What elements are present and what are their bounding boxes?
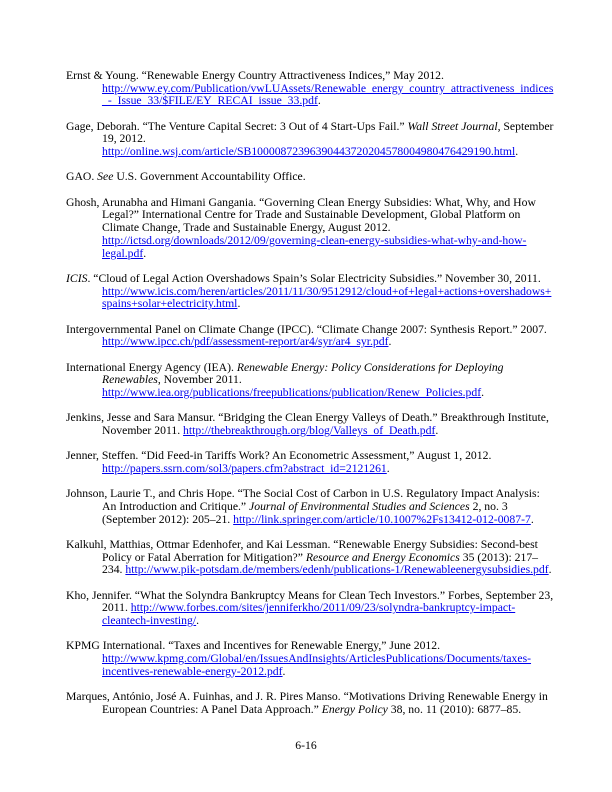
references-list — [66, 70, 555, 729]
reference-link[interactable]: http://www.icis.com/heren/articles/2011/11/30/9512912/cloud+of+legal+actions+overshadows+spains+solar+electricity.html — [102, 284, 552, 311]
reference-text: Intergovernmental Panel on Climate Change (IPCC). “Climate Change 2007: Synthesis Report.” 2007. — [66, 322, 547, 336]
reference-text: Marques, António, José A. Fuinhas, and J. R. Pires Manso. “Motivations Driving Renewable Energy in European Countries: A Panel Data Approach.” — [66, 690, 548, 716]
reference-text: Johnson, Laurie T., and Chris Hope. “The Social Cost of Carbon in U.S. Regulatory Impact Analysis: An Introduction and Critique.” — [66, 487, 540, 513]
reference-entry — [66, 640, 555, 678]
reference-link[interactable]: http://www.pik-potsdam.de/members/edenh/publications-1/Renewableenergysubsidies.pdf — [125, 563, 549, 577]
reference-text: Wall Street Journal, — [407, 119, 501, 133]
reference-text: . — [435, 423, 439, 437]
page-number: 6-16 — [295, 739, 317, 752]
reference-entry — [66, 450, 555, 475]
reference-text: Ernst & Young. “Renewable Energy Country Attractiveness Indices,” May 2012. — [66, 69, 444, 82]
reference-entry — [66, 488, 555, 526]
reference-text: . “Cloud of Legal Action Overshadows Spain’s Solar Electricity Subsidies.” November 30, 2011. — [87, 271, 541, 285]
reference-text: . — [548, 563, 552, 577]
reference-entry — [66, 412, 555, 437]
reference-text: . — [237, 297, 241, 311]
reference-text: Ghosh, Arunabha and Himani Gangania. “Governing Clean Energy Subsidies: What, Why, and How Legal?” International Centre for Trade and Sustainable Development, Global Platform on Climate Change, Trade and Sustainable Energy, August 2012. — [66, 195, 536, 235]
reference-text: ICIS — [66, 271, 88, 285]
reference-link[interactable]: http://www.ey.com/Publication/vwLUAssets/Renewable_energy_country_attractiveness_indices_-_Issue_33/$FILE/EY_RECAI_issue_33.pdf — [102, 81, 554, 108]
reference-text: . — [143, 246, 147, 260]
reference-text: Energy Policy — [321, 702, 388, 716]
reference-link[interactable]: http://online.wsj.com/article/SB10000872396390443720204578004980476429190.html — [102, 145, 516, 159]
reference-text: 2, no. 3 (September 2012): 205–21. — [102, 499, 508, 526]
reference-link[interactable]: http://thebreakthrough.org/blog/Valleys_of_Death.pdf — [183, 423, 436, 437]
reference-text: Gage, Deborah. “The Venture Capital Secret: 3 Out of 4 Start-Ups Fail.” — [66, 119, 408, 133]
reference-link[interactable]: http://papers.ssrn.com/sol3/papers.cfm?abstract_id=2121261 — [102, 461, 387, 475]
reference-entry — [66, 590, 555, 628]
reference-text: U.S. Government Accountability Office. — [113, 170, 306, 184]
reference-text: Renewable Energy: Policy Considerations for Deploying Renewables — [102, 360, 504, 387]
reference-text: Kho, Jennifer. “What the Solyndra Bankruptcy Means for Clean Tech Investors.” Forbes, September 23, 2011. — [66, 588, 554, 615]
reference-text: GAO. — [66, 170, 98, 184]
reference-link[interactable]: http://link.springer.com/article/10.1007%2Fs13412-012-0087-7 — [233, 512, 531, 526]
reference-text: . — [481, 385, 485, 399]
reference-text: KPMG International. “Taxes and Incentives for Renewable Energy,” June 2012. — [66, 639, 441, 653]
reference-text: . — [282, 664, 286, 678]
reference-text: . — [196, 614, 200, 628]
reference-text: 35 (2013): 217–234. — [102, 550, 539, 577]
reference-entry — [66, 273, 555, 311]
reference-text: . — [515, 145, 519, 159]
reference-text: . — [530, 512, 534, 526]
reference-link[interactable]: http://www.ipcc.ch/pdf/assessment-report/ar4/syr/ar4_syr.pdf — [102, 335, 389, 349]
reference-text: Resource and Energy Economics — [305, 550, 460, 564]
reference-entry — [66, 197, 555, 261]
reference-entry — [66, 70, 555, 108]
reference-text: See — [97, 170, 114, 184]
reference-link[interactable]: http://www.kpmg.com/Global/en/IssuesAndInsights/ArticlesPublications/Documents/taxes-incentives-renewable-energy-2012.pdf — [102, 652, 532, 678]
reference-text: . — [386, 461, 390, 475]
reference-text: Kalkuhl, Matthias, Ottmar Edenhofer, and Kai Lessman. “Renewable Energy Subsidies: Second-best Policy or Fatal Aberration for Mitigation?” — [66, 537, 538, 564]
reference-text: September 19, 2012. — [102, 119, 554, 146]
reference-link[interactable]: http://www.forbes.com/sites/jenniferkho/2011/09/23/solyndra-bankruptcy-impact-cleantech-investing/ — [102, 601, 516, 628]
reference-text: . — [317, 94, 321, 108]
reference-link[interactable]: http://www.iea.org/publications/freepublications/publication/Renew_Policies.pdf — [102, 385, 482, 399]
reference-entry — [66, 121, 555, 159]
reference-text: . — [388, 335, 392, 349]
reference-text: Jenkins, Jesse and Sara Mansur. “Bridging the Clean Energy Valleys of Death.” Breakthrough Institute, November 2011. — [66, 411, 549, 437]
reference-entry — [66, 691, 555, 716]
reference-text: , November 2011. — [157, 373, 242, 387]
reference-link[interactable]: http://ictsd.org/downloads/2012/09/governing-clean-energy-subsidies-what-why-and-how-legal.pdf — [102, 233, 527, 260]
reference-entry — [66, 171, 555, 184]
reference-text: 38, no. 11 (2010): 6877–85. — [387, 702, 522, 716]
reference-entry — [66, 539, 555, 577]
reference-entry — [66, 362, 555, 400]
reference-text: International Energy Agency (IEA). — [66, 360, 237, 374]
reference-entry — [66, 324, 555, 349]
reference-text: Journal of Environmental Studies and Sciences — [249, 499, 470, 513]
reference-text: Jenner, Steffen. “Did Feed-in Tariffs Work? An Econometric Assessment,” August 1, 2012. — [66, 449, 492, 463]
